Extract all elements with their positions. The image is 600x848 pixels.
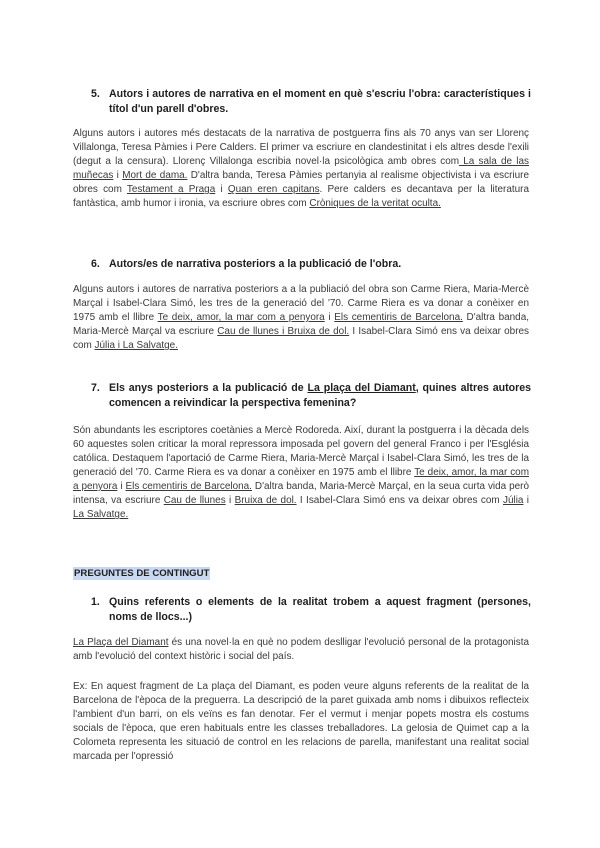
text-run: i: [324, 312, 335, 324]
text-run: i: [215, 184, 228, 196]
text-run: és una novel·la en què no podem deslligar l'evolució personal de la protagonista amb l'evolució del context històric i social del país.: [73, 637, 529, 663]
work-title-link: Cau de llunes i Bruixa de dol.: [217, 326, 350, 338]
text-run: Alguns autors i autores de narrativa posteriors a a la publiació del obra son Carme Riera, Maria-Mercè Marçal i Isabel-Clara Simó, les tres de la generació del '70. Carme Riera es va donar a conèixer en 1975 amb el llibre: [73, 284, 529, 324]
text-run: I Isabel-Clara Simó ens va deixar obres com: [73, 326, 530, 352]
answer-5-paragraph: [73, 127, 529, 211]
work-title-link: Els cementiris de Barcelona.: [125, 481, 252, 493]
content-answer-1-paragraph: [73, 636, 529, 664]
question-number: 5.: [91, 88, 100, 100]
work-title-link: Te deix, amor, la mar com a penyora: [157, 312, 325, 324]
text-run: I Isabel-Clara Simó ens va deixar obres com: [296, 495, 503, 507]
work-title-link: La plaça del Diamant: [307, 382, 416, 394]
work-title-link: Bruixa de dol.: [234, 495, 297, 507]
text-run: D'altra banda, Teresa Pàmies pertanyia al realisme objectivista i va escriure obres com: [73, 170, 530, 196]
work-title-link: Júlia i La Salvatge.: [94, 340, 178, 352]
work-title-link: Cau de llunes: [163, 495, 226, 507]
text-run: . Pere calders es decantava per la literatura fantàstica, amb humor i ironia, va escriure obres com: [73, 184, 529, 210]
text-run: i: [117, 481, 126, 493]
question-5-heading: [91, 87, 531, 116]
work-title-link: Cròniques de la veritat oculta.: [309, 198, 441, 210]
question-number: 6.: [91, 258, 100, 270]
question-title: [91, 381, 531, 410]
content-questions-heading: PREGUNTES DE CONTINGUT: [74, 568, 210, 579]
question-6-heading: [91, 257, 531, 272]
text-run: i: [523, 495, 530, 507]
question-title: Autors i autores de narrativa en el moment en què s'escriu l'obra: característiques i títol d'un parell d'obres.: [109, 88, 531, 115]
text-run: Són abundants les escriptores coetànies a Mercè Rodoreda. Així, durant la postguerra i la dècada dels 60 aquestes solen criticar la moral repressora imposada pel govern del general Franco i per l'Església católica. Destaquem l'aportació de Carme Riera, Maria-Mercè Marçal i Isabel-Clara Simó, les tres de la generació del '70. Carme Riera es va donar a conèixer en 1975 amb el llibre: [73, 425, 529, 479]
text-run: , quines altres autores comencen a reivindicar la perspectiva femenina?: [109, 382, 532, 409]
answer-6-paragraph: [73, 283, 529, 353]
question-title: Quins referents o elements de la realitat trobem a aquest fragment (persones, noms de llocs...): [109, 596, 531, 623]
work-title-link: Quan eren capitans: [227, 184, 320, 196]
work-title-link: Júlia: [502, 495, 524, 507]
question-7-heading: [91, 381, 531, 410]
work-title-link: La Salvatge.: [73, 509, 129, 521]
text-run: i: [113, 170, 123, 182]
work-title-link: Mort de dama.: [122, 170, 188, 182]
content-answer-1-example: Ex: En aquest fragment de La plaça del Diamant, es poden veure alguns referents de la realitat de la Barcelona de l'època de la preguerra. La descripció de la paret guixada amb noms i dibuixos reflecteix l'ambient d'un barri, on els veïns es fan denotar. Fer el vermut i menjar popets mostra els costums socials de l'època, que eren habituals entre les classes treballadores. La gelosia de Quimet cap a la Colometa representa les situació de control en les relacions de parella, manifestant una realitat social marcada per l'opressió: [73, 681, 529, 763]
text-run: D'altra banda, Maria-Mercè Marçal, en la seua curta vida però intensa, va escriure: [73, 481, 530, 507]
work-title-link: Te deix, amor, la mar com a penyora: [73, 467, 529, 493]
work-title-link: Els cementiris de Barcelona.: [334, 312, 463, 324]
answer-7-paragraph: [73, 424, 529, 522]
question-title: Autors/es de narrativa posteriors a la publicació de l'obra.: [109, 258, 402, 270]
question-number: 1.: [91, 596, 100, 608]
work-title-link: La sala de las muñecas: [73, 156, 529, 182]
text-run: D'altra banda, Maria-Mercè Marçal va escriure: [73, 312, 530, 338]
work-title-link: La Plaça del Diamant: [73, 637, 169, 648]
text-run: i: [225, 495, 235, 507]
content-question-1-heading: [91, 595, 531, 624]
work-title-link: Testament a Praga: [126, 184, 216, 196]
question-number: 7.: [91, 382, 100, 394]
text-run: Alguns autors i autores més destacats de la narrativa de postguerra fins als 70 anys van ser Llorenç Villalonga, Teresa Pàmies i Pere Calders. El primer va escriure en clandestinitat i els altres desde l'exili (degut a la censura). Llorenç Villalonga escribia novel·la psicològica amb obres com: [73, 128, 529, 168]
text-run: Els anys posteriors a la publicació de: [109, 382, 308, 394]
